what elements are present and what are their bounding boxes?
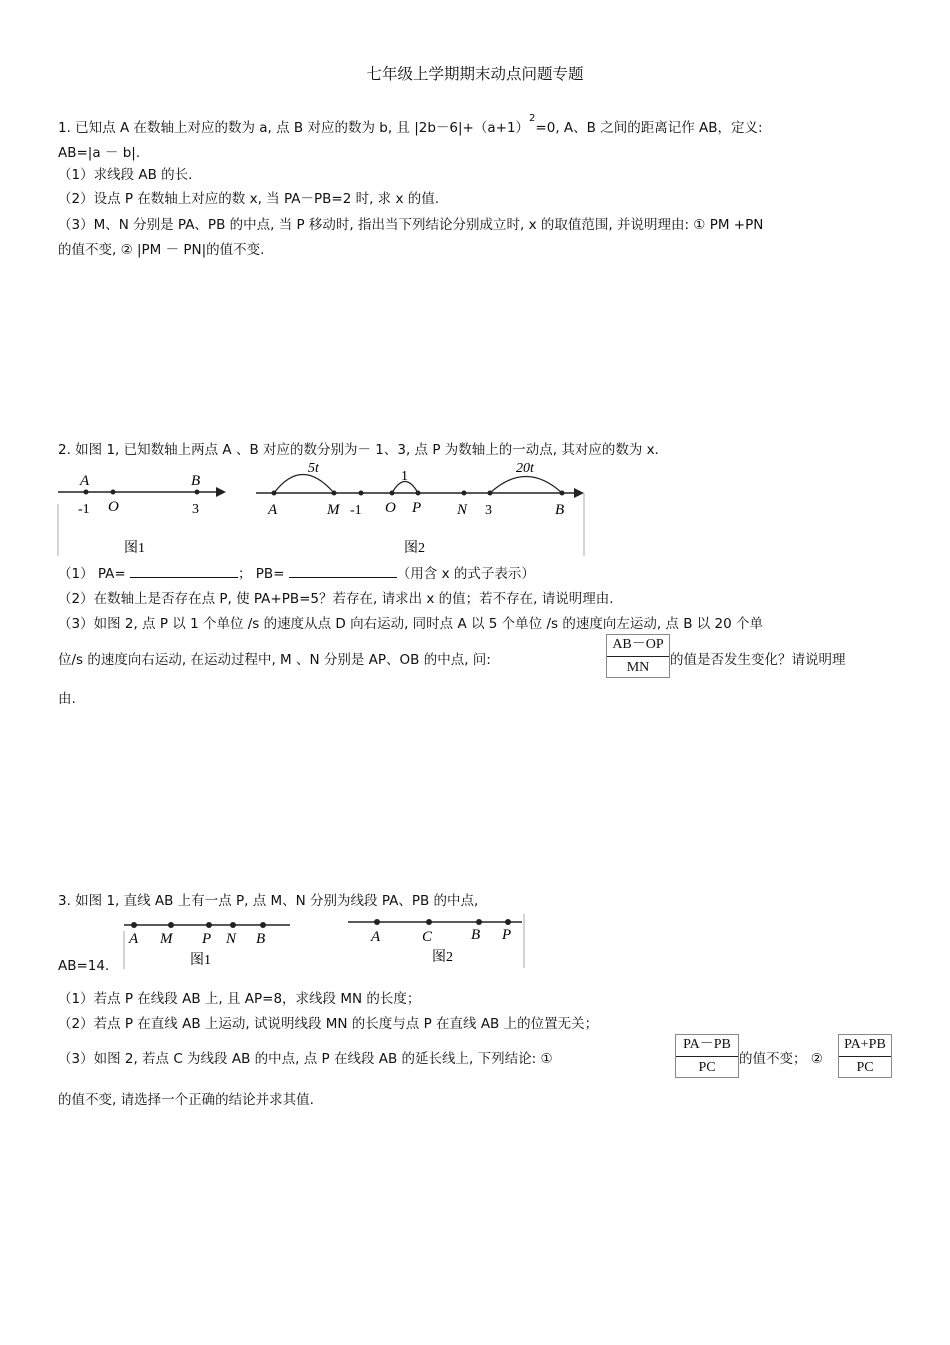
q3-fraction-2-numerator: PA+PB bbox=[839, 1035, 891, 1057]
q3-f1-label-a: A bbox=[129, 931, 139, 947]
q1-line-1 bbox=[58, 112, 763, 136]
q3-f2-label-b: B bbox=[471, 927, 481, 943]
q3-fraction-1 bbox=[675, 1034, 739, 1078]
q3-fraction-2-denominator: PC bbox=[856, 1060, 874, 1075]
q3-figure-2 bbox=[346, 910, 528, 968]
q2-part-3-b: 的值是否发生变化？请说明理 bbox=[670, 652, 846, 668]
q3-f2-label-p: P bbox=[502, 927, 512, 943]
q2-figure-2 bbox=[254, 458, 586, 556]
q2-f1-label-b: B bbox=[191, 473, 201, 489]
q3-ab-value: AB=14． bbox=[58, 958, 119, 974]
q3-line-1: 3. 如图 1, 直线 AB 上有一点 P, 点 M、N 分别为线段 PA、PB 的中点, bbox=[58, 893, 479, 909]
q2-f2-label-n: N bbox=[457, 502, 468, 518]
q2-fraction-denominator: MN bbox=[626, 660, 650, 675]
q2-fraction-numerator: AB－OP bbox=[607, 635, 669, 657]
q3-f2-label-a: A bbox=[371, 929, 381, 945]
q3-f1-label-b: B bbox=[256, 931, 266, 947]
q2-part-3-a: 位/s 的速度向右运动, 在运动过程中, M 、N 分别是 AP、OB 的中点, 问: bbox=[58, 652, 491, 668]
q2-f1-tick-3: 3 bbox=[192, 502, 199, 517]
q2-f2-arc-1: 1 bbox=[401, 469, 408, 484]
q2-f2-label-m: M bbox=[327, 502, 340, 518]
q2-f2-caption: 图2 bbox=[404, 541, 425, 556]
q3-f1-label-n: N bbox=[226, 931, 237, 947]
q3-part-3-a: （3）如图 2, 若点 C 为线段 AB 的中点, 点 P 在线段 AB 的延长线上, 下列结论: ① bbox=[58, 1051, 553, 1067]
q2-f2-label-b: B bbox=[555, 502, 565, 518]
page-title: 七年级上学期期末动点问题专题 bbox=[366, 65, 584, 83]
q2-figure-1 bbox=[56, 464, 236, 556]
q1-line-2: AB=|a － b|. bbox=[58, 145, 141, 161]
q3-part-1: （1）若点 P 在线段 AB 上, 且 AP=8，求线段 MN 的长度； bbox=[58, 991, 421, 1007]
q2-part-1 bbox=[58, 562, 535, 582]
pb-answer-blank[interactable] bbox=[289, 563, 397, 578]
q2-part-1-note: （用含 x 的式子表示） bbox=[396, 566, 535, 582]
q2-line-1: 2. 如图 1, 已知数轴上两点 A 、B 对应的数分别为－ 1、3, 点 P 为数轴上的一动点, 其对应的数为 x． bbox=[58, 442, 669, 458]
q3-f1-label-p: P bbox=[202, 931, 212, 947]
q3-f1-caption: 图1 bbox=[190, 953, 211, 968]
q3-part-3-end: 的值不变, 请选择一个正确的结论并求其值. bbox=[58, 1092, 314, 1108]
q3-f1-label-m: M bbox=[160, 931, 173, 947]
q1-part-3-cont: 的值不变, ② |PM － PN|的值不变. bbox=[58, 242, 265, 258]
q2-part-3-end: 由. bbox=[58, 691, 76, 707]
q2-part-3: （3）如图 2, 点 P 以 1 个单位 /s 的速度从点 D 向右运动, 同时点 A 以 5 个单位 /s 的速度向左运动, 点 B 以 20 个单 bbox=[58, 616, 764, 632]
q2-f2-label-o: O bbox=[385, 500, 396, 516]
q1-line-1b: =0, A、B 之间的距离记作 AB，定义: bbox=[535, 120, 763, 136]
q3-part-2: （2）若点 P 在直线 AB 上运动, 试说明线段 MN 的长度与点 P 在直线 AB 上的位置无关； bbox=[58, 1016, 599, 1032]
q3-fraction-2 bbox=[838, 1034, 892, 1078]
q1-line-1a: 1. 已知点 A 在数轴上对应的数为 a, 点 B 对应的数为 b, 且 |2b－6|+（a+1） bbox=[58, 120, 530, 136]
q3-fraction-1-denominator: PC bbox=[698, 1060, 716, 1075]
q2-f1-tick-neg1: -1 bbox=[78, 502, 90, 517]
pa-answer-blank[interactable] bbox=[130, 563, 238, 578]
q3-part-3-b: 的值不变； ② bbox=[739, 1051, 823, 1067]
q3-f2-label-c: C bbox=[422, 929, 433, 945]
q2-f2-label-p: P bbox=[412, 500, 422, 516]
q3-figure-1 bbox=[120, 913, 292, 969]
q2-part-1-pb: ； PB= bbox=[238, 566, 289, 582]
q2-f1-caption: 图1 bbox=[124, 541, 145, 556]
q2-fraction bbox=[606, 634, 670, 678]
q2-part-1-pa: （1） PA= bbox=[58, 566, 130, 582]
q2-f2-arc-5t: 5t bbox=[308, 461, 319, 476]
q3-fraction-1-numerator: PA－PB bbox=[676, 1035, 738, 1057]
q2-f2-tick-3: 3 bbox=[485, 503, 492, 518]
q2-f2-arc-20t: 20t bbox=[516, 461, 534, 476]
q2-f1-label-a: A bbox=[80, 473, 90, 489]
q1-part-2: （2）设点 P 在数轴上对应的数 x, 当 PA－PB=2 时, 求 x 的值. bbox=[58, 191, 440, 207]
q2-f1-label-o: O bbox=[108, 499, 119, 515]
q1-part-1: （1）求线段 AB 的长. bbox=[58, 167, 193, 183]
q3-f2-caption: 图2 bbox=[432, 950, 453, 965]
q1-superscript: 2 bbox=[529, 112, 536, 124]
q2-f2-tick-neg1: -1 bbox=[350, 503, 362, 518]
q2-f2-label-a: A bbox=[268, 502, 278, 518]
q2-part-2: （2）在数轴上是否存在点 P, 使 PA+PB=5？若存在, 请求出 x 的值；若不存在, 请说明理由. bbox=[58, 591, 614, 607]
q1-part-3: （3）M、N 分别是 PA、PB 的中点, 当 P 移动时, 指出当下列结论分别成立时, x 的取值范围, 并说明理由: ① PM +PN bbox=[58, 217, 764, 233]
